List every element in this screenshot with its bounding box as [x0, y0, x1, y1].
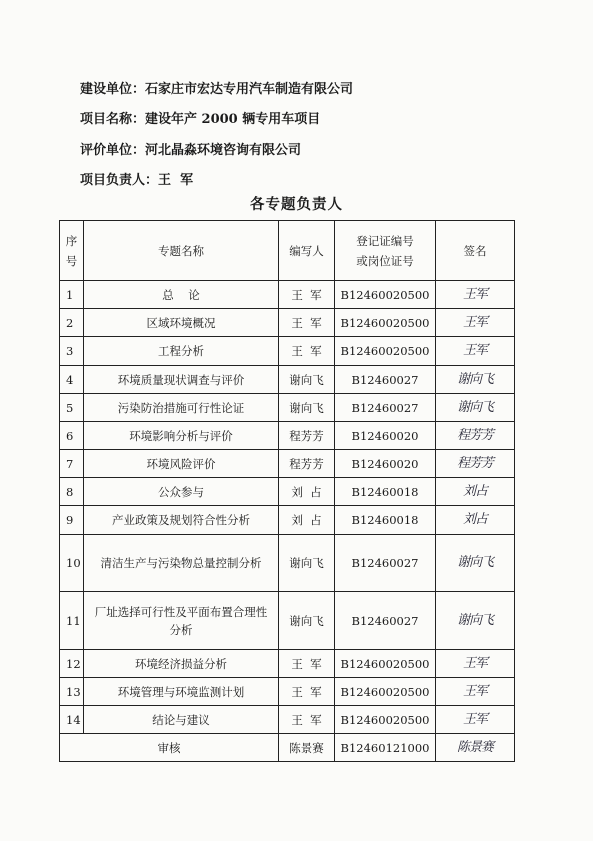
row-signature: 谢向飞	[436, 535, 515, 592]
row-topic: 公众参与	[84, 478, 279, 506]
row-author: 王 军	[279, 678, 335, 706]
row-number: 2	[60, 309, 84, 337]
row-topic: 环境质量现状调查与评价	[84, 366, 279, 394]
manager-label: 项目负责人：	[80, 173, 159, 188]
table-row	[60, 706, 515, 734]
cert-header: 登记证编号 或岗位证号	[335, 221, 436, 281]
row-author: 王 军	[279, 337, 335, 366]
builder-label: 建设单位：	[80, 82, 146, 97]
row-cert: B12460018	[335, 478, 436, 506]
row-topic: 环境经济损益分析	[84, 650, 279, 678]
row-author: 刘 占	[279, 478, 335, 506]
table-row	[60, 281, 515, 309]
sign-header: 签名	[436, 221, 515, 281]
row-cert: B12460020500	[335, 678, 436, 706]
row-cert: B12460020500	[335, 706, 436, 734]
review-label: 审核	[60, 734, 279, 762]
row-topic: 结论与建议	[84, 706, 279, 734]
table-row	[60, 366, 515, 394]
header-row	[60, 221, 515, 281]
row-cert: B12460020500	[335, 337, 436, 366]
row-topic: 清洁生产与污染物总量控制分析	[84, 535, 279, 592]
row-signature: 谢向飞	[436, 366, 515, 394]
row-cert: B12460020500	[335, 650, 436, 678]
row-number: 1	[60, 281, 84, 309]
table-row	[60, 450, 515, 478]
row-topic: 总 论	[84, 281, 279, 309]
row-signature: 刘占	[436, 478, 515, 506]
row-signature: 刘占	[436, 506, 515, 535]
table-row	[60, 592, 515, 650]
row-number: 6	[60, 422, 84, 450]
table-row	[60, 337, 515, 366]
row-signature: 程芳芳	[436, 422, 515, 450]
row-topic: 厂址选择可行性及平面布置合理性分析	[84, 592, 279, 650]
project-label: 项目名称：	[80, 112, 146, 127]
review-author: 陈景赛	[279, 734, 335, 762]
row-signature: 程芳芳	[436, 450, 515, 478]
row-author: 程芳芳	[279, 422, 335, 450]
row-topic: 环境管理与环境监测计划	[84, 678, 279, 706]
row-number: 12	[60, 650, 84, 678]
row-number: 4	[60, 366, 84, 394]
author-header: 编写人	[279, 221, 335, 281]
topics-table	[59, 220, 515, 762]
evaluator-value: 河北晶淼环境咨询有限公司	[145, 143, 302, 158]
row-signature: 谢向飞	[436, 394, 515, 422]
row-cert: B12460020500	[335, 309, 436, 337]
table-row	[60, 678, 515, 706]
row-cert: B12460020500	[335, 281, 436, 309]
row-number: 9	[60, 506, 84, 535]
row-cert: B12460027	[335, 394, 436, 422]
row-number: 3	[60, 337, 84, 366]
row-author: 王 军	[279, 309, 335, 337]
row-author: 王 军	[279, 281, 335, 309]
evaluator-label: 评价单位：	[80, 143, 146, 158]
review-cert: B12460121000	[335, 734, 436, 762]
row-number: 7	[60, 450, 84, 478]
row-number: 11	[60, 592, 84, 650]
row-topic: 环境风险评价	[84, 450, 279, 478]
row-topic: 污染防治措施可行性论证	[84, 394, 279, 422]
manager-line	[80, 169, 193, 188]
topic-header: 专题名称	[84, 221, 279, 281]
row-author: 谢向飞	[279, 394, 335, 422]
row-author: 刘 占	[279, 506, 335, 535]
row-cert: B12460020	[335, 422, 436, 450]
table-title: 各专题负责人	[250, 196, 343, 213]
project-line	[80, 108, 320, 127]
row-topic: 环境影响分析与评价	[84, 422, 279, 450]
row-topic: 区域环境概况	[84, 309, 279, 337]
row-cert: B12460027	[335, 366, 436, 394]
row-signature: 王军	[436, 650, 515, 678]
row-author: 谢向飞	[279, 535, 335, 592]
table-row	[60, 309, 515, 337]
table-row	[60, 394, 515, 422]
row-number: 5	[60, 394, 84, 422]
row-signature: 谢向飞	[436, 592, 515, 650]
row-author: 谢向飞	[279, 366, 335, 394]
review-signature: 陈景赛	[436, 734, 515, 762]
table-row	[60, 422, 515, 450]
row-cert: B12460027	[335, 535, 436, 592]
row-signature: 王军	[436, 678, 515, 706]
row-number: 14	[60, 706, 84, 734]
evaluator-line	[80, 139, 301, 158]
table-row	[60, 535, 515, 592]
manager-value: 王 军	[158, 173, 194, 188]
row-number: 10	[60, 535, 84, 592]
row-topic: 工程分析	[84, 337, 279, 366]
review-row	[60, 734, 515, 762]
row-signature: 王军	[436, 309, 515, 337]
row-number: 8	[60, 478, 84, 506]
table-row	[60, 506, 515, 535]
row-signature: 王军	[436, 337, 515, 366]
row-author: 王 军	[279, 706, 335, 734]
row-cert: B12460020	[335, 450, 436, 478]
row-author: 程芳芳	[279, 450, 335, 478]
row-cert: B12460018	[335, 506, 436, 535]
table-row	[60, 650, 515, 678]
row-signature: 王军	[436, 281, 515, 309]
row-signature: 王军	[436, 706, 515, 734]
row-number: 13	[60, 678, 84, 706]
row-cert: B12460027	[335, 592, 436, 650]
row-author: 谢向飞	[279, 592, 335, 650]
table-row	[60, 478, 515, 506]
builder-value: 石家庄市宏达专用汽车制造有限公司	[145, 82, 354, 97]
seq-header: 序 号	[60, 221, 84, 281]
project-value: 建设年产 2000 辆专用车项目	[145, 112, 321, 127]
builder-line	[80, 78, 353, 97]
table-body	[60, 281, 515, 734]
row-author: 王 军	[279, 650, 335, 678]
row-topic: 产业政策及规划符合性分析	[84, 506, 279, 535]
